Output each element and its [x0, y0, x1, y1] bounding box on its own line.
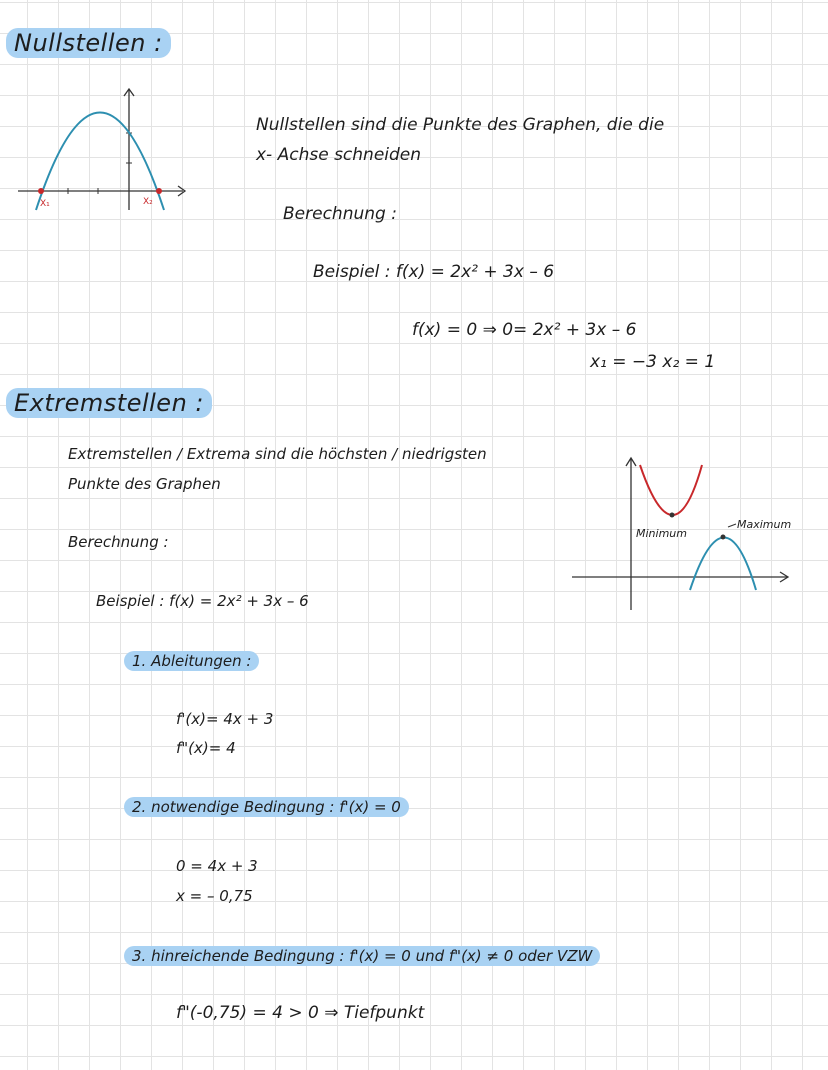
extrema-graph — [572, 455, 812, 615]
nullstellen-berechnung: Berechnung : — [283, 204, 397, 224]
maximum-label: Maximum — [737, 518, 792, 531]
nullstellen-solution: x₁ = −3 x₂ = 1 — [590, 352, 716, 372]
extrema-definition-line2: Punkte des Graphen — [68, 475, 221, 493]
extrema-definition-line1: Extremstellen / Extrema sind die höchsten / niedrigsten — [68, 445, 487, 463]
x2-label: X₂ — [143, 197, 153, 207]
extremstellen-heading: Extremstellen : — [6, 388, 212, 418]
extrema-berechnung: Berechnung : — [68, 533, 169, 551]
minimum-label: Minimum — [636, 527, 687, 540]
result: f"(-0,75) = 4 > 0 ⇒ Tiefpunkt — [176, 1003, 425, 1023]
nullstellen-definition-line2: x- Achse schneiden — [256, 145, 422, 165]
step1-title: 1. Ableitungen : — [124, 651, 259, 671]
equation-2: x = – 0,75 — [176, 887, 253, 905]
nullstellen-step: f(x) = 0 ⇒ 0= 2x² + 3x – 6 — [412, 320, 637, 340]
step3-title: 3. hinreichende Bedingung : f'(x) = 0 und f"(x) ≠ 0 oder VZW — [124, 946, 600, 966]
first-derivative: f'(x)= 4x + 3 — [176, 710, 274, 728]
step2-title: 2. notwendige Bedingung : f'(x) = 0 — [124, 797, 409, 817]
x1-label: X₁ — [40, 199, 50, 209]
extrema-beispiel: Beispiel : f(x) = 2x² + 3x – 6 — [96, 592, 309, 610]
nullstellen-beispiel: Beispiel : f(x) = 2x² + 3x – 6 — [313, 262, 555, 282]
equation-1: 0 = 4x + 3 — [176, 857, 258, 875]
nullstellen-heading: Nullstellen : — [6, 28, 171, 58]
nullstellen-definition-line1: Nullstellen sind die Punkte des Graphen, die die — [256, 115, 665, 135]
second-derivative: f"(x)= 4 — [176, 739, 236, 757]
nullstellen-graph — [18, 85, 193, 215]
